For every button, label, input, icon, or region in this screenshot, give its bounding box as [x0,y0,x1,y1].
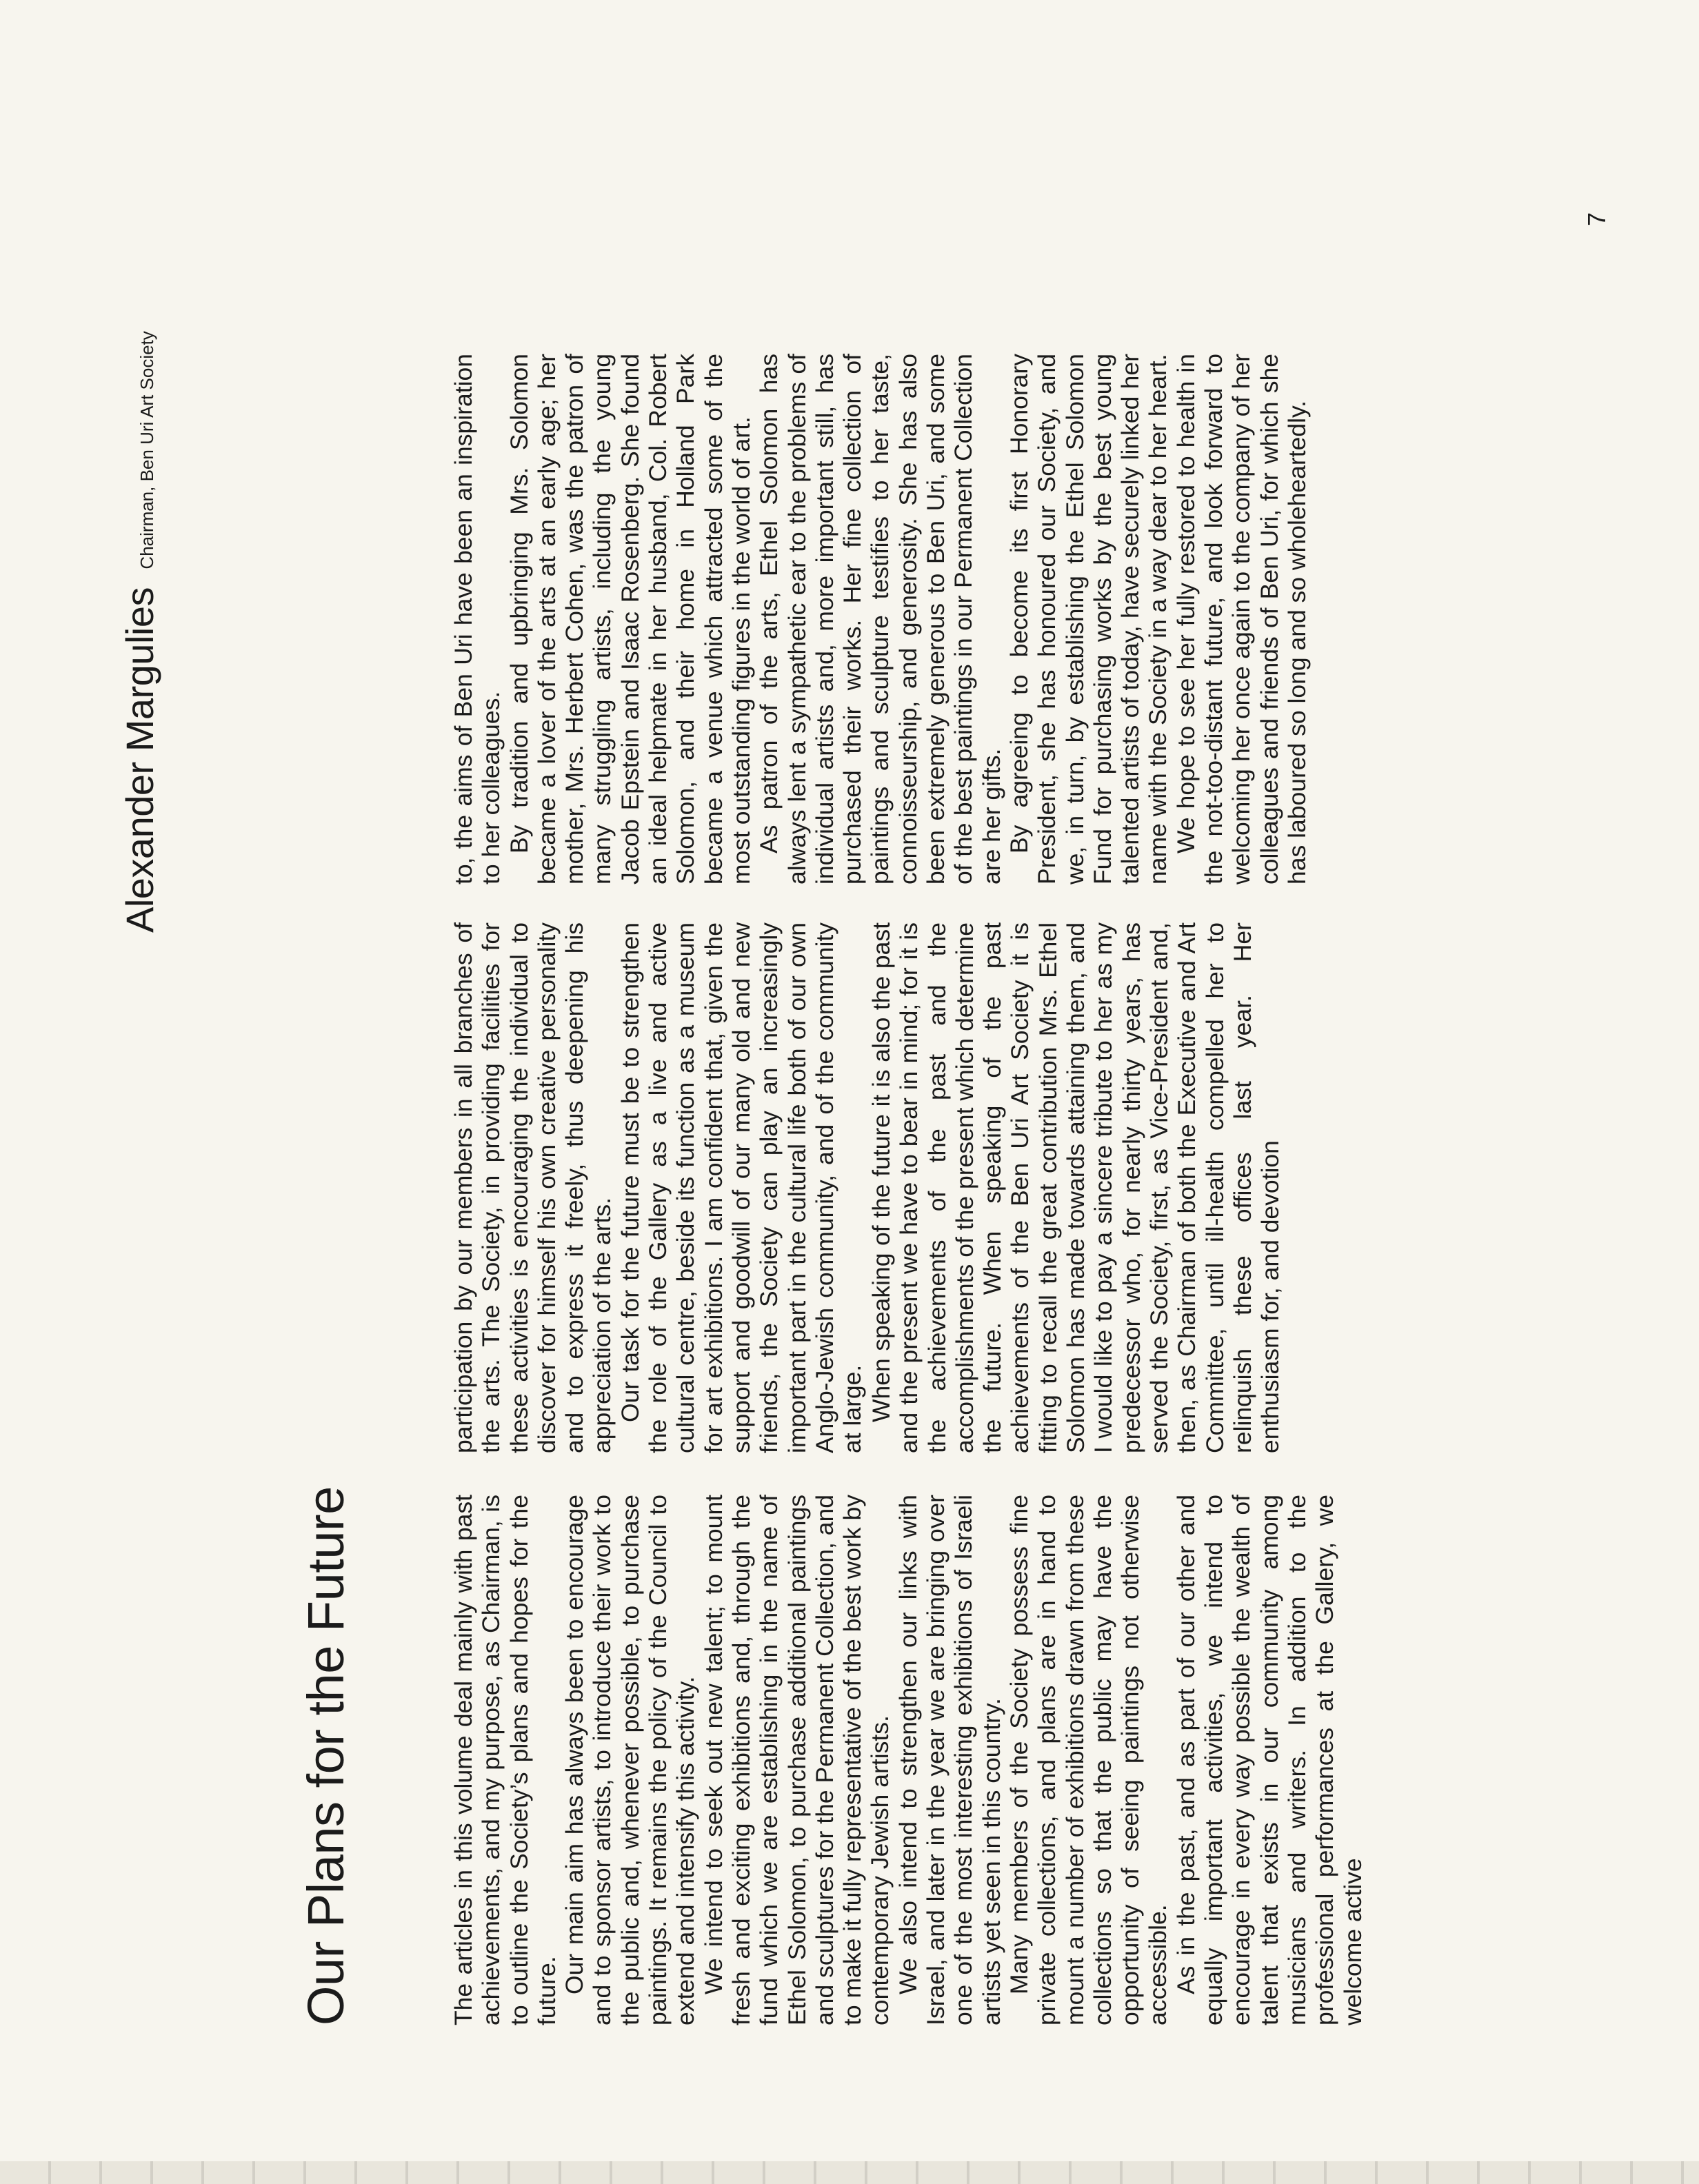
text-column-2 [450,922,866,1453]
author-name: Alexander Margulies [118,587,161,933]
paragraph: We also intend to strengthen our links with Israel, and later in the year we are bringing over one of the most interesting exhibitions of Israeli artists yet seen in this country. [894,1495,1005,2025]
paragraph: As in the past, and as part of our other and equally important activities, we intend to encourage in every way possible the wealth of talent that exists in our community among musicians and writers. In addition to the professional performances at the Gallery, we welcome active [1172,1495,1367,2025]
binding-edge [0,2161,1699,2184]
page-number: 7 [1582,212,1611,226]
paragraph: As patron of the arts, Ethel Solomon has always lent a sympathetic ear to the problems of individual artists and, more important still, has purchased their works. Her fine collection of paintings and sculpture testifies to her taste, connoisseurship, and generosity. She has also been extremely generous to Ben Uri, and some of the best paintings in our Permanent Collection are her gifts. [755,354,1005,884]
paragraph: We intend to seek out new talent; to mount fresh and exciting exhibitions and, through the fund which we are establishing in the name of Ethel Solomon, to purchase additional paintings and sculptures for the Permanent Collection, and to make it fully representative of the best work by contemporary Jewish artists. [699,1495,894,2025]
text-column-2-lower [867,922,1284,1453]
paragraph: By tradition and upbringing Mrs. Solomon became a lover of the arts at an early age; her mother, Mrs. Herbert Cohen, was the patron of many struggling artists, including the young Jacob Epstein and Isaac Rosenberg. She found an ideal helpmate in her husband, Col. Robert Solomon, and their home in Holland Park became a venue which attracted some of the most outstanding figures in the world of art. [505,354,755,884]
paragraph: to, the aims of Ben Uri have been an inspiration to her colleagues. [450,354,505,884]
paragraph: We hope to see her fully restored to health in the not-too-distant future, and look forward to welcoming her once again to the company of her colleagues and friends of Ben Uri, for which she has laboured so long and so wholeheartedly. [1172,354,1311,884]
paragraph: Our main aim has always been to encourage and to sponsor artists, to introduce their work to the public and, whenever possible, to purchase paintings. It remains the policy of the Council to extend and intensify this activity. [561,1495,700,2025]
paragraph: When speaking of the future it is also the past and the present we have to bear in mind; for it is the achievements of the past and the accomplishments of the present which determine the future. When speaking of the past achievements of the Ben Uri Art Society it is fitting to recall the great contribution Mrs. Ethel Solomon has made towards attaining them, and I would like to pay a sincere tribute to her as my predecessor who, for nearly thirty years, has served the Society, first, as Vice-President and, then, as Chairman of both the Executive and Art Committee, until ill-health compelled her to relinquish these offices last year. Her enthusiasm for, and devotion [867,922,1285,1453]
paragraph: By agreeing to become its first Honorary President, she has honoured our Society, and we, in turn, by establishing the Ethel Solomon Fund for purchasing works by the best young talented artists of today, have securely linked her name with the Society in a way dear to her heart. [1005,354,1172,884]
paragraph: Our task for the future must be to strengthen the role of the Gallery as a live and active cultural centre, beside its function as a museum for art exhibitions. I am confident that, given the support and goodwill of our many old and new friends, the Society can play an increasingly important part in the cultural life both of our own Anglo-Jewish community, and of the community at large. [616,922,867,1453]
author-role: Chairman, Ben Uri Art Society [137,331,157,569]
paragraph: participation by our members in all branches of the arts. The Society, in providing facilities for these activities is encouraging the individual to discover for himself his own creative personality and to express it freely, thus deepening his appreciation of the arts. [450,922,616,1453]
paragraph: Many members of the Society possess fine private collections, and plans are in hand to mount a number of exhibitions drawn from these collections so that the public may have the opportunity of seeing paintings not otherwise accessible. [1005,1495,1172,2025]
article-title: Our Plans for the Future [297,1486,354,2025]
text-column-1 [450,1495,1367,2025]
text-column-3 [450,354,1311,884]
paragraph: The articles in this volume deal mainly with past achievements, and my purpose, as Chairman, is to outline the Society’s plans and hopes for the future. [450,1495,561,2025]
byline [117,331,162,933]
